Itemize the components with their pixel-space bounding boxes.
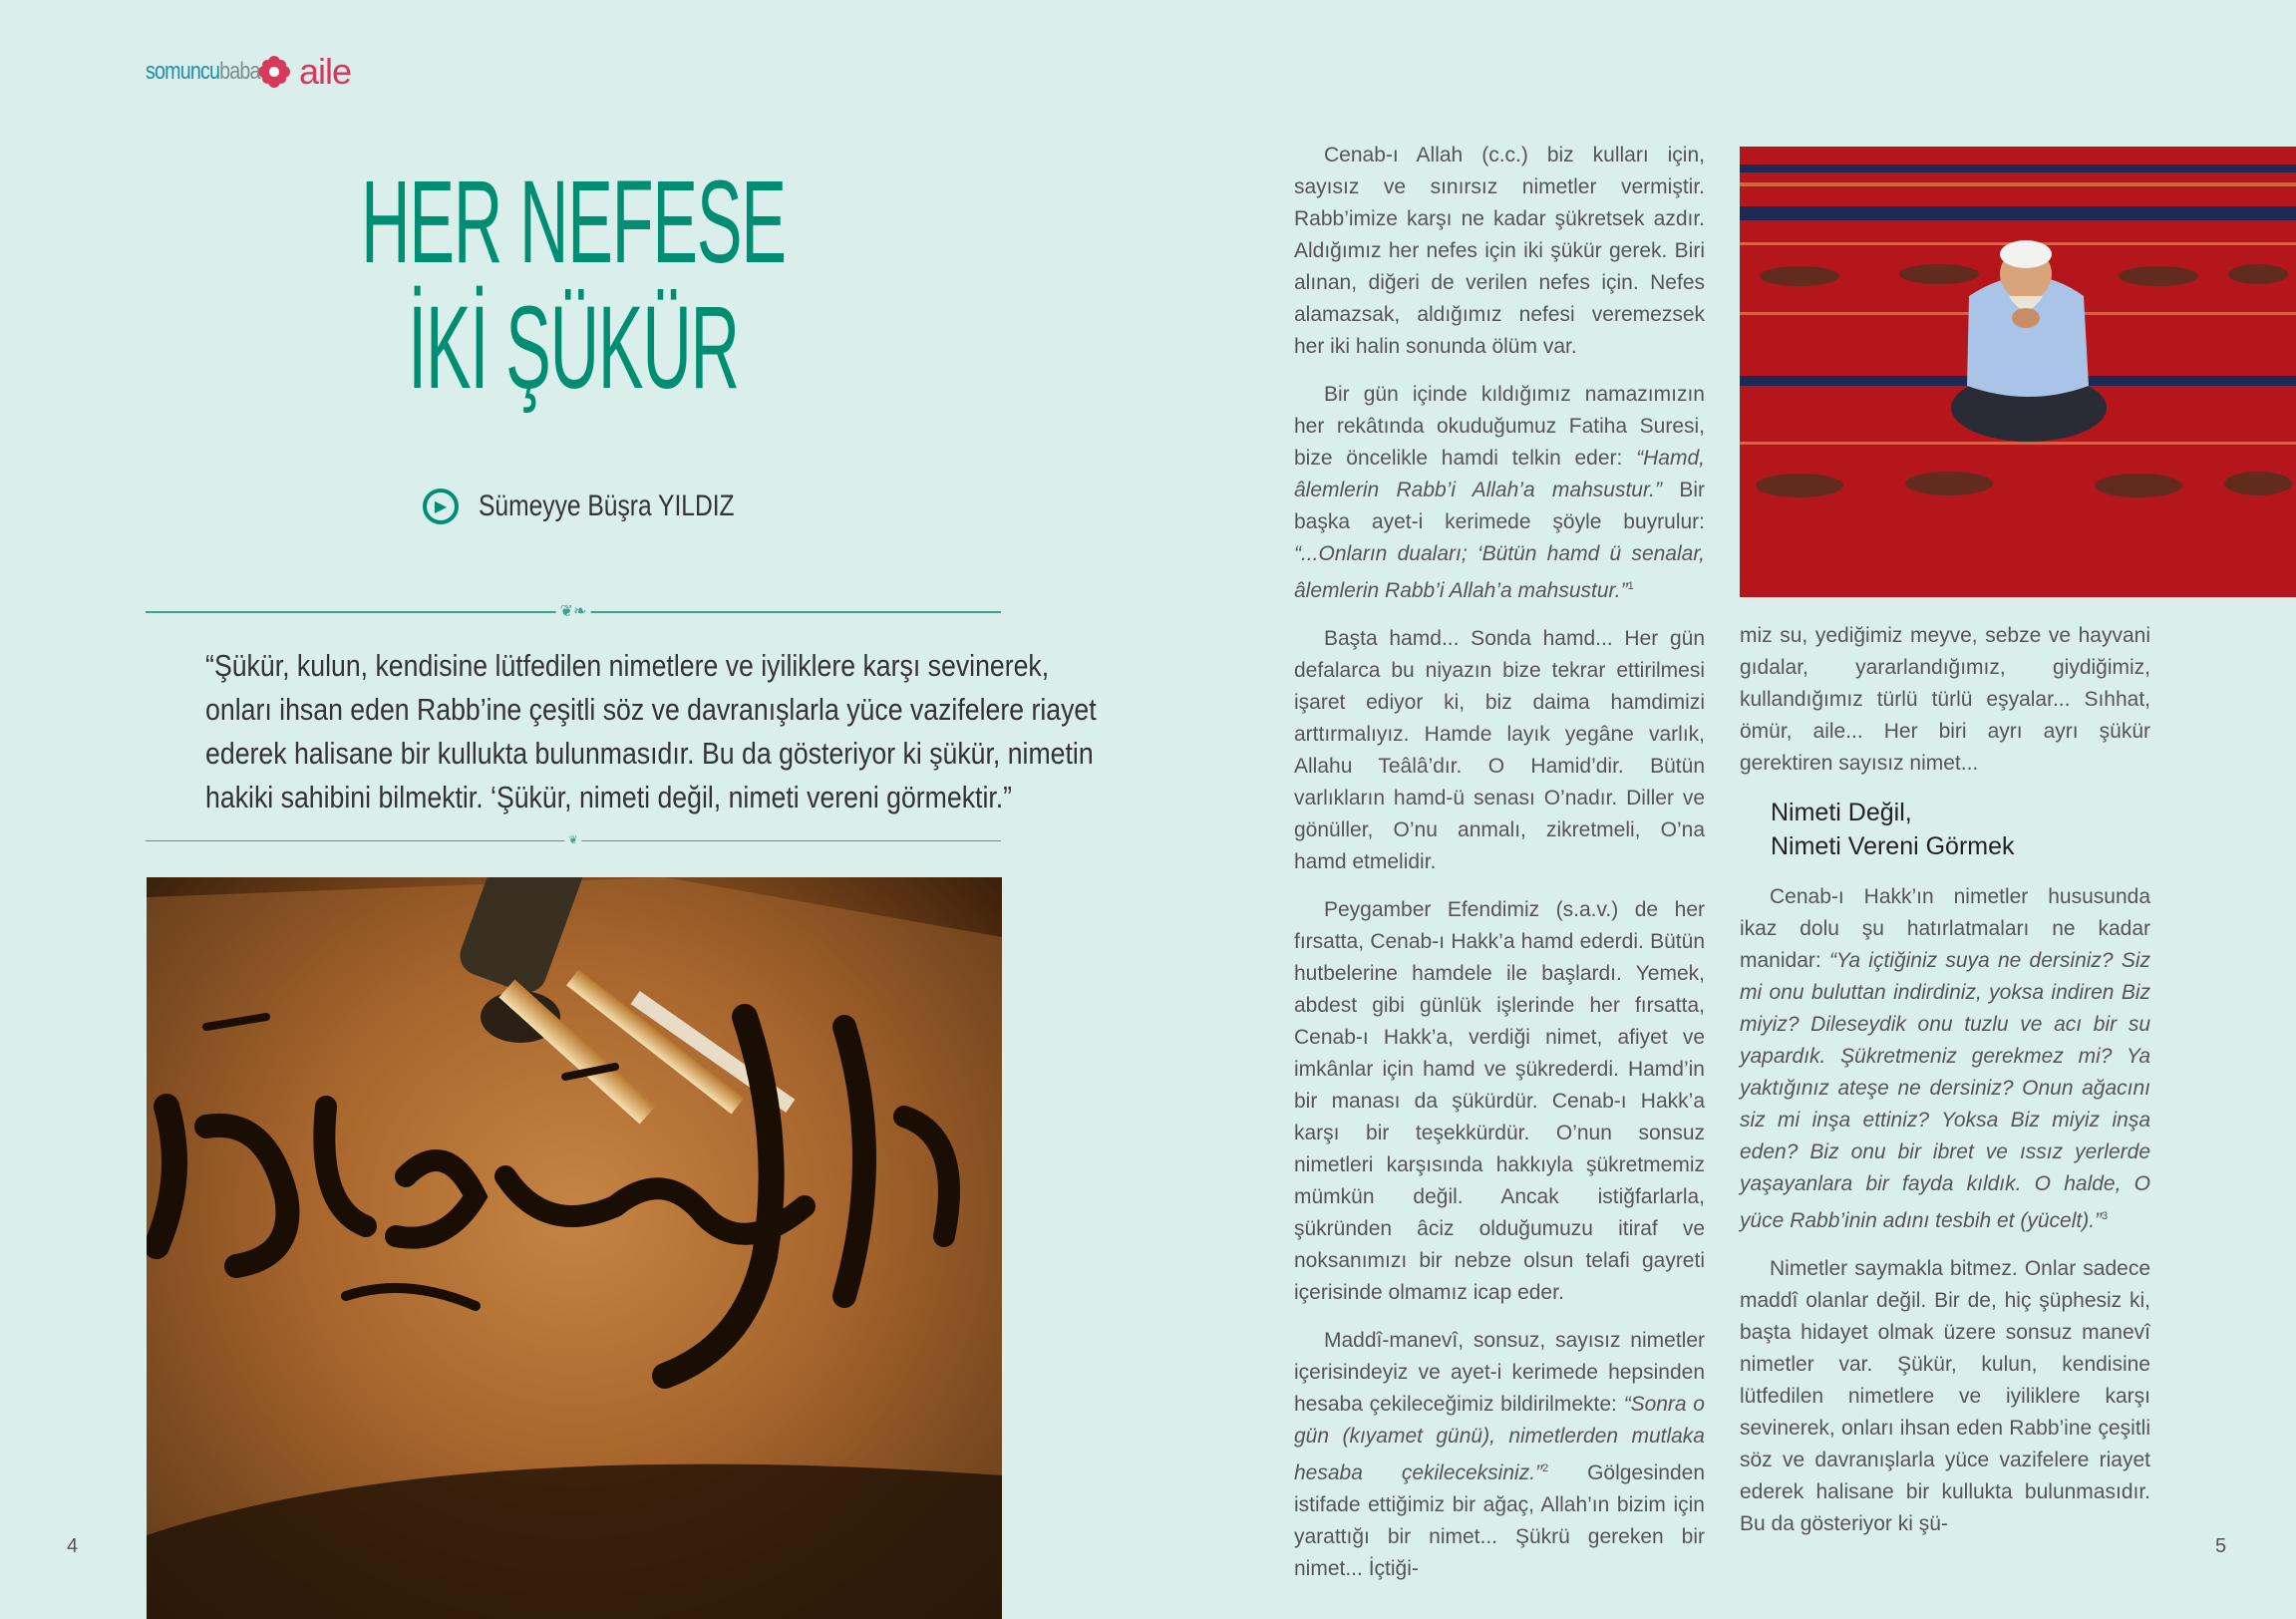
prayer-photo — [1740, 147, 2296, 597]
flower-icon — [257, 55, 291, 89]
ornament-icon: ❦❧ — [556, 602, 591, 622]
logo-aile: aile — [299, 51, 352, 92]
page-number-right: 5 — [2215, 1535, 2227, 1557]
paragraph: Bir gün içinde kıldığımız namazımızın her rekâtında okuduğumuz Fatiha Suresi, bize öncelikle hamdi telkin eder: “Hamd, âlemlerin Rabb’i Allah’a mahsustur.” Bir başka ayet-i kerimede şöyle buyrulur: “...Onların duaları; ‘Bütün hamd ü senalar, âlemlerin Rabb’i Allah’a mahsustur.”$^1$ — [1294, 383, 1705, 602]
title-line-2: İKİ ŞÜKÜR — [408, 282, 739, 414]
paragraph: Cenab-ı Allah (c.c.) biz kulları için, sayısız ve sınırsız nimetler vermiştir. Rabb’imize karşı ne kadar şükretsek azdır. Aldığımız her nefes için iki şükür gerek. Biri alınan, diğeri de verilen nefes için. Nefes alamazsak, aldığımız nefesi veremezsek her iki halin sonunda ölüm var. — [1294, 144, 1705, 358]
paragraph: Nimetler saymakla bitmez. Onlar sadece maddî olanlar değil. Bir de, hiç şüphesiz ki, başta hidayet olmak üzere sonsuz manevî nimetler var. Şükür, kulun, kendisine lütfedilen nimetlere ve iyiliklere karşı sevinerek, onları ihsan eden Rabb’ine çeşitli söz ve davranışlarla yüce vazifelere riayet ederek halisane bir kullukta bulunmasıdır. Bu da gösteriyor ki şü- — [1740, 1257, 2150, 1535]
author-name: Sümeyye Büşra YILDIZ — [479, 489, 735, 522]
paragraph: Peygamber Efendimiz (s.a.v.) de her fırsatta, Cenab-ı Hakk’a hamd ederdi. Bütün hutbelerine hamdele ile başlardı. Yemek, abdest gibi günlük işlerinde her fırsatta, Cenab-ı Hakk’a, verdiği nimet, afiyet ve imkânlar için hamd ve şükrederdi. Hamd’in bir manası da şükürdür. Cenab-ı Hakk’a karşı bir teşekkürdür. O’nun sonsuz nimetleri karşısında hakkıyla şükretmemiz mümkün değil. Ancak istiğfarlarla, şükründen âciz olduğumuzu itiraf ve noksanımızı bir nebze olsun telafi gayreti içerisinde olmamız icap eder. — [1294, 898, 1705, 1304]
paragraph: Maddî-manevî, sonsuz, sayısız nimetler içerisindeyiz ve ayet-i kerimede hepsinden hesaba çekileceğimiz bildirilmekte: “Sonra o gün (kıyamet günü), nimetlerden mutlaka hesaba çekileceksiniz.”$^2$ Gölgesinden istifade ettiğimiz bir ağaç, Allah’ın bizim için yarattığı bir nimet... Şükrü gereken bir nimet... İçtiği- — [1294, 1329, 1705, 1580]
paragraph: Başta hamd... Sonda hamd... Her gün defalarca bu niyazın bize tekrar ettirilmesi işaret ediyor ki, biz daima hamdimizi arttırmalıyız. Hamde layık yegâne varlık, Allahu Teâlâ’dır. O Hamid’dir. Bütün varlıkların hamd-ü senası O’nadır. Diller ve gönüller, O’nu anmalı, zikretmeli, O’na hamd etmelidir. — [1294, 627, 1705, 873]
text-column-2-bottom — [1740, 881, 2150, 1556]
quote-line: onları ihsan eden Rabb’ine çeşitli söz ve davranışlarla yüce vazifelere riayet — [205, 692, 1097, 727]
magazine-logo — [146, 52, 351, 92]
calligraphy-photo — [147, 877, 1002, 1619]
quote-line: “Şükür, kulun, kendisine lütfedilen nimetlere ve iyiliklere karşı sevinerek, — [205, 648, 1050, 683]
quote-line: hakiki sahibini bilmektir. ‘Şükür, nimeti değil, nimeti vereni görmektir.” — [205, 780, 1013, 814]
ornament-icon: ❦ — [564, 830, 581, 850]
paragraph: Cenab-ı Hakk’ın nimetler hususunda ikaz dolu şu hatırlatmaları ne kadar manidar: “Ya içtiğiniz suya ne dersiniz? Siz mi onu buluttan indirdiniz, yoksa indiren Biz miyiz? Dileseydik onu tuzlu ve acı bir su yapardık. Şükretmeniz gerekmez mi? Ya yaktığınız ateşe ne dersiniz? Onun ağacını siz mi inşa ettiniz? Yoksa Biz miyiz inşa eden? Biz onu bir ibret ve ıssız yerlerde yaşayanlara bir fayda kıldık. O halde, O yüce Rabb’inin adını tesbih et (yücelt).”$^3$ — [1740, 885, 2150, 1232]
logo-text: somuncubaba — [146, 58, 260, 85]
text-column-2-top — [1740, 620, 2150, 796]
text-column-1 — [1294, 140, 1705, 1601]
divider-top — [146, 603, 1001, 620]
pull-quote — [146, 644, 1097, 819]
play-circle-icon: ▶ — [423, 488, 459, 524]
author-byline — [423, 488, 791, 524]
divider-bottom — [146, 834, 1001, 846]
paragraph: miz su, yediğimiz meyve, sebze ve hayvani gıdalar, yararlandığımız, giydiğimiz, kullandığımız türlü türlü eşyalar... Sıhhat, ömür, aile... Her biri ayrı ayrı şükür gerektiren sayısız nimet... — [1740, 624, 2150, 775]
section-heading: Nimeti Değil, Nimeti Vereni Görmek — [1771, 799, 2015, 860]
title-line-1: HER NEFESE — [361, 157, 786, 288]
page-number-left: 4 — [67, 1535, 79, 1557]
quote-line: ederek halisane bir kullukta bulunmasıdır. Bu da gösteriyor ki şükür, nimetin — [205, 736, 1094, 771]
article-title — [146, 157, 1001, 414]
